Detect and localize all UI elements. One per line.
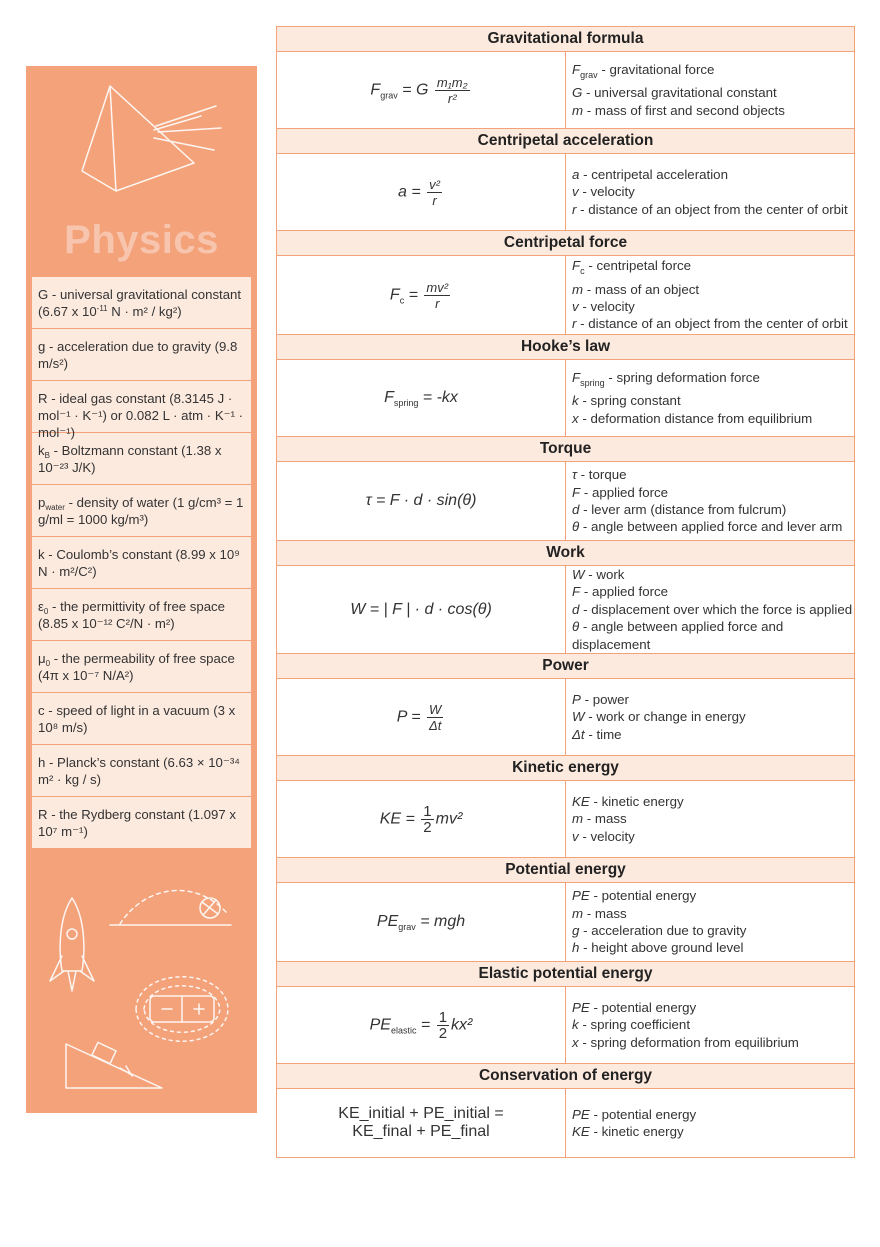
variable-description: - acceleration due to gravity	[579, 923, 747, 939]
formula-cell	[277, 256, 566, 335]
variable-description: - velocity	[578, 299, 635, 314]
variable-description: - mass of an object	[583, 281, 700, 297]
formula-table	[276, 26, 855, 1158]
variable-symbol: F	[572, 369, 581, 385]
formula-cell	[277, 52, 566, 129]
constant-item	[32, 381, 251, 440]
formula-lhs: F	[384, 388, 394, 406]
variable-description: - spring constant	[578, 393, 681, 409]
fraction	[437, 1010, 449, 1041]
formula-lhs: F	[370, 81, 381, 99]
formula-rhs: = -kx	[418, 388, 458, 406]
variable-symbol: a	[572, 166, 580, 182]
formula-cell	[277, 987, 566, 1064]
variable-line	[572, 810, 854, 827]
formula-lhs: τ	[365, 492, 372, 509]
variable-description: - distance of an object from the center of orbit	[576, 316, 848, 332]
formula-rhs: =	[404, 286, 423, 304]
variable-line	[572, 583, 854, 600]
variable-description: - time	[584, 726, 622, 742]
formula-line: KE_final + PE_final	[352, 1123, 490, 1141]
variable-symbol: k	[572, 1017, 579, 1033]
formula-lhs: a	[398, 183, 407, 201]
variable-line	[572, 708, 854, 725]
formula-lhs: KE	[379, 810, 402, 828]
section-title: Work	[277, 541, 855, 566]
formula-cell	[277, 679, 566, 756]
variable-line	[572, 484, 854, 501]
variable-description: - angle between applied force and displacement	[572, 619, 784, 652]
variable-line	[572, 315, 854, 332]
variable-symbol: k	[572, 393, 579, 409]
variables-cell	[566, 781, 855, 858]
constant-main: G - universal gravitational constant (6.67 x 10	[38, 287, 242, 319]
variable-symbol: h	[572, 940, 580, 956]
variable-description: - potential energy	[589, 999, 697, 1015]
variable-line	[572, 84, 854, 101]
variable-symbol: PE	[572, 888, 590, 904]
section-title: Elastic potential energy	[277, 962, 855, 987]
constant-main: k - Coulomb’s constant (8.99 x 10⁹ N · m²/C²)	[38, 547, 240, 579]
formula-rhs: = F · d · sin(θ)	[371, 492, 477, 509]
constant-item	[32, 485, 251, 537]
variable-symbol: KE	[572, 793, 590, 809]
fraction	[435, 75, 470, 106]
constant-item	[32, 589, 251, 641]
variables-cell	[566, 256, 855, 335]
fraction-numerator: W	[429, 701, 442, 717]
variable-line	[572, 905, 854, 922]
variable-line	[572, 61, 854, 84]
variable-description: - applied force	[580, 584, 669, 600]
variable-symbol: g	[572, 923, 580, 939]
variable-line	[572, 1034, 854, 1051]
variable-subscript: grav	[580, 69, 598, 80]
variable-description: - work or change in energy	[584, 709, 746, 725]
variable-description: - universal gravitational constant	[582, 85, 777, 101]
constant-subscript: B	[44, 451, 50, 460]
variable-line	[572, 410, 854, 427]
variable-symbol: F	[572, 584, 581, 600]
constant-main: ε	[38, 599, 44, 614]
variable-subscript: c	[580, 266, 585, 277]
constant-rest: - Boltzmann constant (1.38 x 10⁻²³ J/K)	[38, 443, 222, 475]
fraction	[427, 702, 443, 733]
variable-description: - spring coefficient	[578, 1017, 691, 1033]
section-title: Hooke’s law	[277, 335, 855, 360]
formula-rhs: =	[406, 183, 426, 201]
formula-lhs-subscript: grav	[380, 90, 398, 101]
fraction-denominator: 2	[423, 818, 432, 836]
section-title: Centripetal force	[277, 231, 855, 256]
variable-description: - spring deformation force	[604, 369, 760, 385]
constant-subscript: water	[45, 503, 65, 512]
variable-line	[572, 1106, 854, 1123]
variable-symbol: v	[572, 184, 579, 200]
variable-description: - power	[580, 691, 629, 707]
constant-superscript: -11	[96, 304, 108, 313]
fraction	[424, 280, 450, 311]
formula-tail: kx²	[451, 1016, 473, 1034]
constant-main: k	[38, 443, 45, 458]
constant-main: h - Planck’s constant (6.63 × 10⁻³⁴ m² · kg / s)	[38, 755, 240, 787]
variable-symbol: θ	[572, 619, 580, 635]
variable-line	[572, 102, 854, 119]
variable-line	[572, 939, 854, 956]
constant-rest: - the permittivity of free space (8.85 x 10⁻¹² C²/N · m²)	[38, 599, 225, 631]
fraction-numerator: m₁m₂	[436, 74, 468, 90]
section-title: Torque	[277, 437, 855, 462]
variable-description: - centripetal force	[584, 258, 692, 274]
section-title: Kinetic energy	[277, 756, 855, 781]
variable-symbol: m	[572, 102, 584, 118]
variable-line	[572, 281, 854, 298]
constant-subscript: 0	[45, 659, 51, 668]
variable-line	[572, 201, 854, 218]
formula-rhs: =	[416, 1016, 435, 1034]
variable-line	[572, 887, 854, 904]
formula-tail: mv²	[435, 810, 463, 828]
variable-symbol: F	[572, 484, 581, 500]
formula-cell	[277, 781, 566, 858]
fraction-denominator: r²	[447, 90, 457, 106]
variable-symbol: r	[572, 316, 577, 332]
variable-symbol: m	[572, 811, 584, 827]
variable-line	[572, 298, 854, 315]
variable-description: - distance of an object from the center of orbit	[576, 201, 848, 217]
formula-cell	[277, 462, 566, 541]
variable-symbol: F	[572, 258, 581, 274]
variable-description: - kinetic energy	[589, 1124, 684, 1140]
variable-symbol: G	[572, 85, 583, 101]
formula-rhs: = | F | · d · cos(θ)	[365, 600, 492, 618]
variable-description: - height above ground level	[579, 940, 744, 956]
variable-description: - mass of first and second objects	[583, 102, 785, 118]
variable-line	[572, 618, 854, 653]
variable-description: - centripetal acceleration	[579, 166, 728, 182]
constant-item	[32, 537, 251, 589]
variable-symbol: W	[572, 567, 585, 582]
fraction-denominator: r	[435, 295, 440, 311]
variable-line	[572, 166, 854, 183]
fraction-numerator: 1	[438, 1008, 448, 1026]
fraction-denominator: r	[432, 192, 437, 208]
section-title: Gravitational formula	[277, 27, 855, 52]
constant-main: μ	[38, 651, 46, 666]
variable-symbol: x	[572, 1034, 579, 1050]
variables-cell	[566, 883, 855, 962]
variables-cell	[566, 566, 855, 654]
section-title: Potential energy	[277, 858, 855, 883]
variable-description: - potential energy	[589, 888, 697, 904]
fraction-denominator: 2	[438, 1024, 448, 1042]
section-title: Power	[277, 654, 855, 679]
variable-description: - torque	[576, 467, 627, 483]
variable-line	[572, 183, 854, 200]
variable-line	[572, 999, 854, 1016]
formula-rhs: = G	[397, 81, 433, 99]
variable-symbol: v	[572, 299, 579, 314]
fraction-denominator: Δt	[428, 717, 442, 733]
formula-cell	[277, 154, 566, 231]
constant-item	[32, 693, 251, 745]
constant-item	[32, 329, 251, 381]
prism-icon	[82, 86, 194, 191]
variable-description: - applied force	[580, 484, 669, 500]
variables-cell	[566, 987, 855, 1064]
formula-rhs: =	[401, 810, 420, 828]
variable-description: - displacement over which the force is applied	[579, 601, 853, 617]
variable-symbol: m	[572, 905, 584, 921]
section-title: Conservation of energy	[277, 1064, 855, 1089]
constant-main: R - the Rydberg constant (1.097 x 10⁷ m⁻¹)	[38, 807, 236, 839]
variable-subscript: spring	[580, 377, 605, 388]
formula-rhs: =	[406, 708, 426, 726]
variable-symbol: x	[572, 410, 579, 426]
variable-line	[572, 922, 854, 939]
section-title: Centripetal acceleration	[277, 129, 855, 154]
variable-description: - deformation distance from equilibrium	[578, 410, 813, 426]
variable-description: - kinetic energy	[589, 793, 684, 809]
formula-cell	[277, 1089, 566, 1158]
fraction	[427, 177, 442, 208]
variable-description: - velocity	[578, 184, 635, 200]
variable-symbol: d	[572, 502, 580, 517]
variable-symbol: PE	[572, 999, 590, 1015]
variable-description: - potential energy	[589, 1106, 697, 1122]
fraction-numerator: mv²	[426, 279, 449, 295]
fraction-numerator: 1	[423, 802, 432, 820]
variable-description: - angle between applied force and lever arm	[579, 519, 843, 535]
variable-line	[572, 257, 854, 280]
variable-symbol: v	[572, 828, 579, 844]
constant-rest: - density of water (1 g/cm³ = 1 g/ml = 1000 kg/m³)	[38, 495, 244, 527]
variable-symbol: F	[572, 61, 581, 77]
variables-cell	[566, 1089, 855, 1158]
variable-line	[572, 566, 854, 583]
variable-symbol: Δt	[572, 726, 585, 742]
formula-lhs: F	[389, 286, 400, 304]
variables-cell	[566, 360, 855, 437]
fraction	[421, 804, 433, 835]
variable-description: - lever arm (distance from fulcrum)	[579, 502, 787, 517]
formula-lhs: PE	[376, 912, 399, 930]
variable-symbol: θ	[572, 519, 580, 535]
formula-cell	[277, 360, 566, 437]
fraction-numerator: v²	[429, 176, 440, 192]
variable-symbol: m	[572, 281, 584, 297]
formula-lhs-subscript: c	[399, 295, 405, 306]
formula-lhs-subscript: spring	[393, 397, 419, 408]
variable-description: - velocity	[578, 828, 635, 844]
variables-cell	[566, 679, 855, 756]
variable-line	[572, 369, 854, 392]
variable-symbol: KE	[572, 1124, 590, 1140]
constant-main: g - acceleration due to gravity (9.8 m/s²)	[38, 339, 238, 371]
variable-line	[572, 726, 854, 743]
formula-lhs-subscript: elastic	[390, 1025, 417, 1036]
constant-subscript: 0	[43, 607, 49, 616]
rocket-icon	[50, 898, 94, 991]
variable-line	[572, 466, 854, 483]
variable-line	[572, 793, 854, 810]
constant-main: c - speed of light in a vacuum (3 x 10⁸ m/s)	[38, 703, 236, 735]
variable-symbol: r	[572, 201, 577, 217]
constants-list	[32, 277, 251, 849]
variable-line	[572, 601, 854, 618]
variable-line	[572, 1016, 854, 1033]
constant-rest: - the permeability of free space (4π x 10⁻⁷ N/A²)	[38, 651, 235, 683]
formula-lhs: PE	[369, 1016, 391, 1034]
formula-rhs: = mgh	[415, 912, 466, 930]
variable-description: - work	[584, 567, 625, 582]
formula-lhs: W	[350, 600, 366, 618]
variable-line	[572, 828, 854, 845]
variable-description: - gravitational force	[597, 61, 715, 77]
variable-line	[572, 691, 854, 708]
variable-symbol: P	[572, 691, 581, 707]
constant-main: R - ideal gas constant (8.3145 J · mol⁻¹ · K⁻¹) or 0.082 L · atm · K⁻¹ · mol⁻¹)	[38, 391, 244, 440]
formula-lhs-subscript: grav	[398, 921, 416, 932]
variables-cell	[566, 154, 855, 231]
formula-lhs: P	[396, 708, 407, 726]
variable-line	[572, 1123, 854, 1140]
variable-description: - mass	[583, 905, 627, 921]
constant-item	[32, 745, 251, 797]
variable-description: - mass	[583, 811, 627, 827]
variable-line	[572, 518, 854, 535]
variables-cell	[566, 52, 855, 129]
variable-description: - spring deformation from equilibrium	[578, 1034, 799, 1050]
sidebar-title: Physics	[64, 218, 219, 262]
variable-symbol: d	[572, 601, 580, 617]
constant-item	[32, 641, 251, 693]
variable-line	[572, 501, 854, 518]
variable-symbol: τ	[572, 467, 577, 483]
formula-cell	[277, 566, 566, 654]
variable-symbol: W	[572, 709, 585, 725]
formula-line: KE_initial + PE_initial =	[338, 1105, 504, 1123]
physics-sidebar	[26, 66, 257, 1113]
variable-line	[572, 392, 854, 409]
constant-item	[32, 797, 251, 849]
constant-rest: N · m² / kg²)	[107, 304, 182, 319]
formula-cell	[277, 883, 566, 962]
variables-cell	[566, 462, 855, 541]
constant-main: p	[38, 495, 46, 510]
variable-symbol: PE	[572, 1106, 590, 1122]
constant-item	[32, 277, 251, 329]
